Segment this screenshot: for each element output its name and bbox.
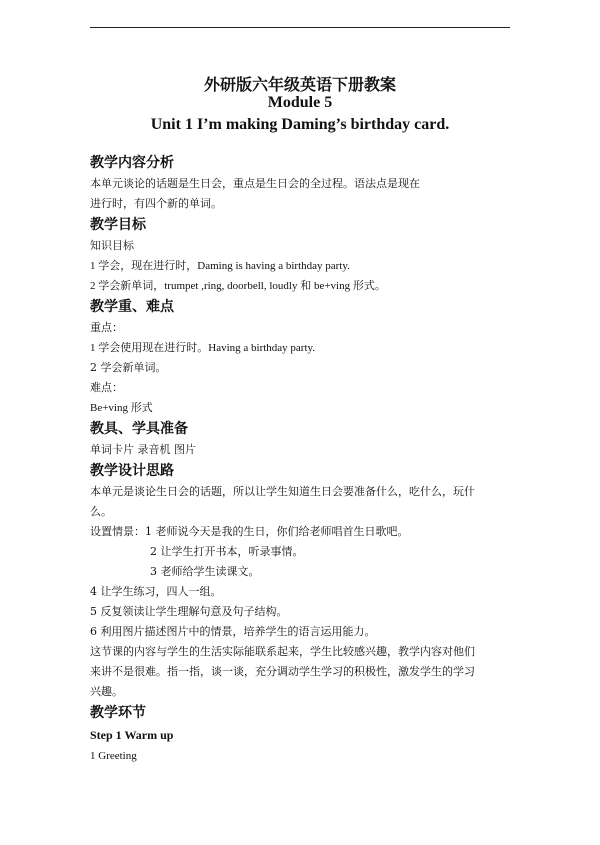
step-heading: Step 1 Warm up (90, 728, 174, 742)
paragraph-line: 3 老师给学生读课文。 (150, 565, 260, 578)
section-heading-keypoints: 教学重、难点 (90, 299, 174, 315)
paragraph-line: 2 学会新单词，trumpet ,ring, doorbell, loudly 和 be+ving 形式。 (90, 280, 386, 292)
section-heading-materials: 教具、学具准备 (90, 421, 188, 437)
section-heading-process: 教学环节 (90, 705, 146, 721)
document-title: 外研版六年级英语下册教案 (203, 75, 396, 94)
paragraph-line: 单词卡片 录音机 图片 (90, 443, 196, 456)
unit-title: Unit 1 I’m making Daming’s birthday card. (150, 116, 450, 133)
paragraph-line: 兴趣。 (90, 685, 123, 698)
paragraph-line: 进行时，有四个新的单词。 (90, 197, 222, 210)
paragraph-line: 么。 (90, 505, 112, 518)
paragraph-line: 难点： (90, 381, 123, 394)
module-title: Module 5 (267, 94, 333, 111)
paragraph-line: 1 学会，现在进行时，Daming is having a birthday party. (90, 260, 350, 272)
paragraph-line: 本单元谈论的话题是生日会，重点是生日会的全过程。语法点是现在 (90, 177, 420, 190)
paragraph-line: 1 学会使用现在进行时。Having a birthday party. (90, 342, 316, 354)
paragraph-line: 5 反复领读让学生理解句意及句子结构。 (90, 605, 288, 618)
paragraph-line: 本单元是谈论生日会的话题，所以让学生知道生日会要准备什么，吃什么，玩什 (90, 485, 475, 498)
section-heading-analysis: 教学内容分析 (90, 155, 174, 171)
paragraph-line: 1 Greeting (90, 750, 137, 762)
paragraph-line: 设置情景：1 老师说今天是我的生日，你们给老师唱首生日歌吧。 (90, 525, 409, 538)
paragraph-line: 这节课的内容与学生的生活实际能联系起来，学生比较感兴趣，教学内容对他们 (90, 645, 475, 658)
paragraph-line: Be+ving 形式 (90, 402, 153, 414)
top-rule (90, 27, 510, 28)
paragraph-line: 2 让学生打开书本，听录事情。 (150, 545, 304, 558)
document-body (90, 152, 520, 766)
section-heading-design: 教学设计思路 (90, 463, 174, 479)
paragraph-line: 知识目标 (90, 239, 134, 252)
paragraph-line: 重点： (90, 321, 123, 334)
paragraph-line: 来讲不是很难。指一指，谈一谈，充分调动学生学习的积极性，激发学生的学习 (90, 665, 475, 678)
paragraph-line: 6 利用图片描述图片中的情景，培养学生的语言运用能力。 (90, 625, 376, 638)
section-heading-goals: 教学目标 (90, 217, 146, 233)
paragraph-line: 2 学会新单词。 (90, 361, 167, 374)
paragraph-line: 4 让学生练习，四人一组。 (90, 585, 222, 598)
